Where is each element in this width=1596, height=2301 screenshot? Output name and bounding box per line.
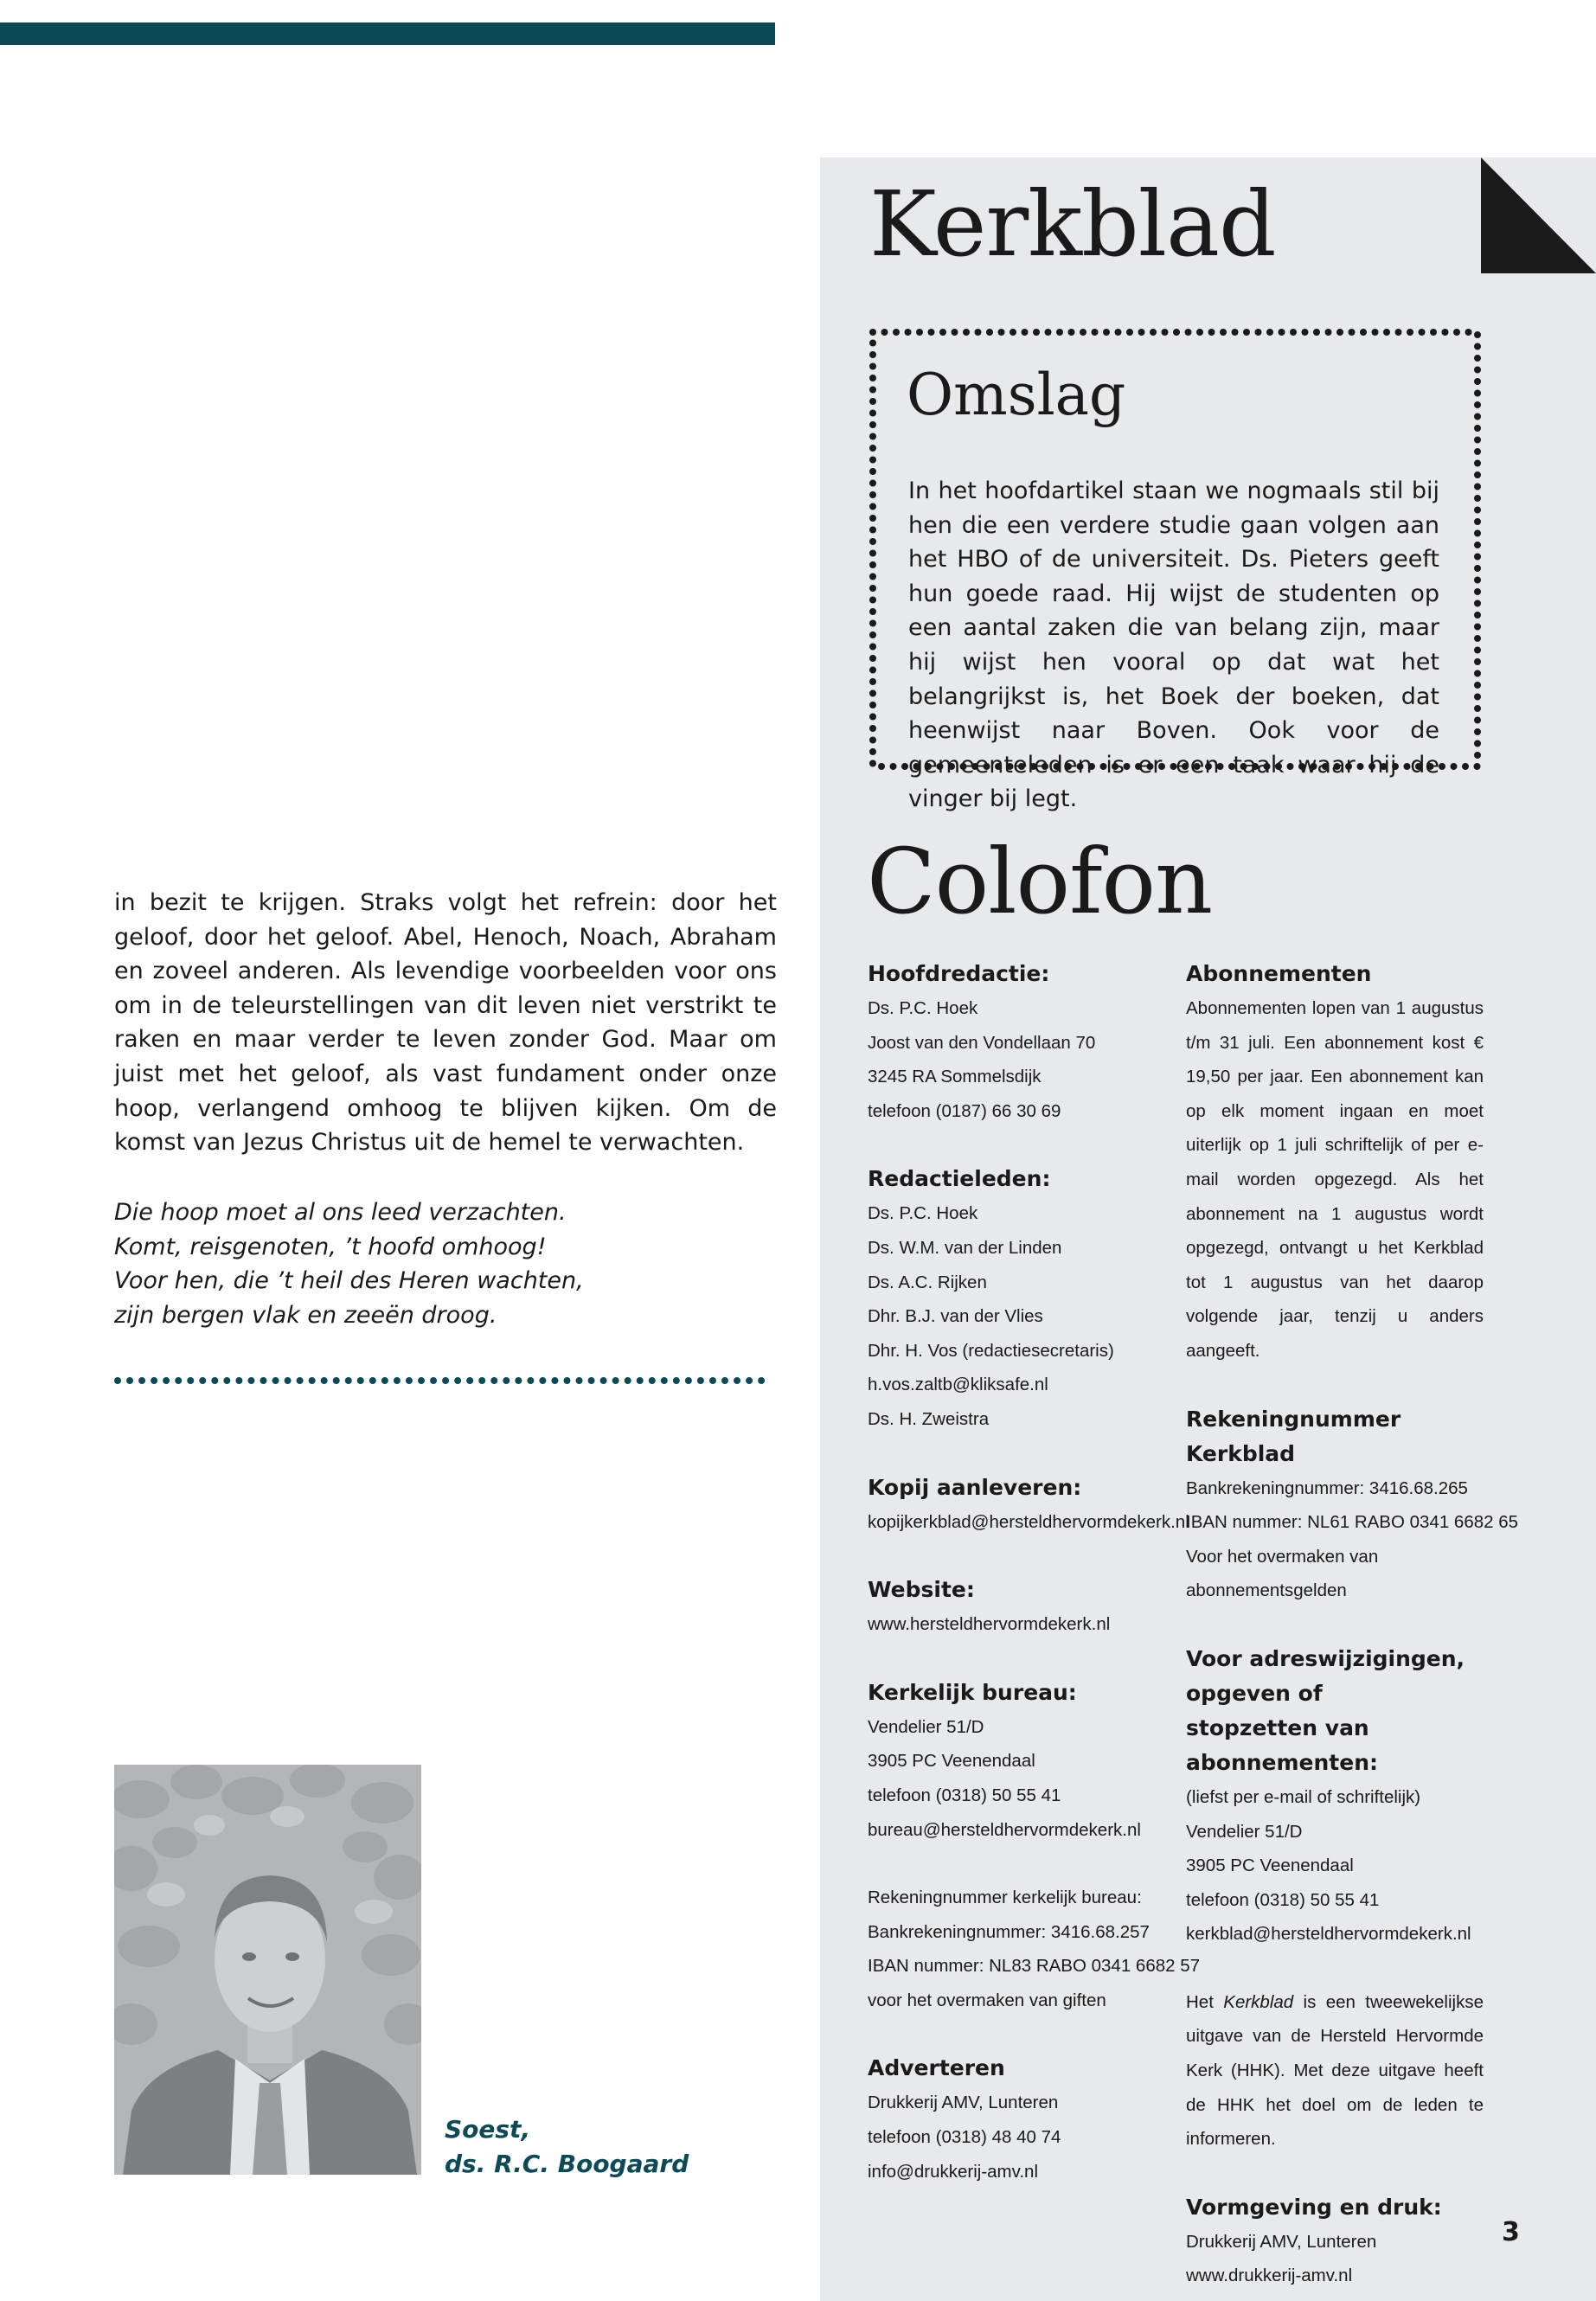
email-link[interactable]: info@drukkerij-amv.nl (868, 2161, 1039, 2182)
section-heading: Voor adreswijzigingen, (1186, 1645, 1465, 1671)
text-line: (liefst per e-mail of schriftelijk) (1186, 1786, 1421, 1807)
text-line: 3905 PC Veenendaal (868, 1751, 1035, 1772)
text-line: Ds. W.M. van der Linden (868, 1237, 1062, 1258)
text-line: Joost van den Vondellaan 70 (868, 1032, 1096, 1053)
abonnementen-text: Abonnementen lopen van 1 augustus t/m 31 juli. Een abonnement kost € 19,50 per jaar. Een abonnement kan op elk moment ingaan en moet uiterlijk op 1 juli schriftelijk of per e-mail worden opgezegd. Als het abonnement na 1 augustus wordt opgezegd, ontvangt u het Kerkblad tot 1 augustus van het daarop volgende jaar, tenzij u anders aangeeft. (1186, 998, 1484, 1361)
text-line: Vendelier 51/D (868, 1716, 984, 1737)
text-line: Ds. H. Zweistra (868, 1408, 990, 1429)
text-line: Dhr. B.J. van der Vlies (868, 1306, 1043, 1327)
section-heading: Adverteren (868, 2055, 1005, 2081)
section-heading: stopzetten van (1186, 1715, 1369, 1740)
masthead-title: Kerkblad (869, 171, 1276, 277)
text-line: telefoon (0318) 50 55 41 (1186, 1889, 1380, 1910)
dotted-separator (114, 1375, 777, 1386)
section-heading: Vormgeving en druk: (1186, 2194, 1442, 2220)
poem-line: Komt, reisgenoten, ’t hoofd omhoog! (114, 1233, 547, 1260)
omslag-title: Omslag (907, 362, 1126, 428)
email-link[interactable]: kopijkerkblad@hersteldhervormdekerk.nl (868, 1511, 1189, 1532)
section-heading: Kopij aanleveren: (868, 1474, 1082, 1500)
text-line: Dhr. H. Vos (redactiesecretaris) (868, 1340, 1114, 1361)
text-line: voor het overmaken van giften (868, 1990, 1106, 2010)
website-section (868, 1573, 1179, 1642)
text-line: 3245 RA Sommelsdijk (868, 1067, 1042, 1087)
colofon-left-column (868, 957, 1201, 2189)
text-line: telefoon (0187) 66 30 69 (868, 1100, 1061, 1121)
top-accent-bar (0, 22, 775, 45)
website-link[interactable]: www.drukkerij-amv.nl (1186, 2266, 1353, 2286)
poem-line: Voor hen, die ’t heil des Heren wachten, (114, 1267, 584, 1295)
email-link[interactable]: kerkblad@hersteldhervormdekerk.nl (1186, 1924, 1471, 1945)
text-line: Vendelier 51/D (1186, 1821, 1303, 1842)
text-line: telefoon (0318) 50 55 41 (868, 1785, 1061, 1805)
text-line: Ds. A.C. Rijken (868, 1272, 987, 1292)
email-link[interactable]: bureau@hersteldhervormdekerk.nl (868, 1819, 1141, 1840)
abonnementen-section (1186, 957, 1484, 1368)
redactieleden-section (868, 1162, 1179, 1436)
photo-caption (445, 2112, 689, 2182)
rekening-kerkblad-section (1186, 1402, 1519, 1608)
page-number: 3 (1502, 2217, 1520, 2247)
about-text (1186, 1985, 1484, 2157)
vormgeving-section (1186, 2190, 1484, 2293)
section-heading: Abonnementen (1186, 961, 1372, 986)
kopij-section (868, 1471, 1189, 1540)
caption-place: Soest, (445, 2115, 531, 2144)
text-line: 3905 PC Veenendaal (1186, 1856, 1354, 1876)
email-link[interactable]: h.vos.zaltb@kliksafe.nl (868, 1375, 1048, 1395)
text-line: Ds. P.C. Hoek (868, 1203, 978, 1224)
text-line: Voor het overmaken van (1186, 1546, 1379, 1567)
about-rest: is een tweewekelijkse uitgave van de Hersteld Hervormde Kerk (HHK). Met deze uitgave heeft de HHK het doel om de leden te informeren. (1186, 1991, 1484, 2150)
hoofdredactie-section (868, 957, 1179, 1128)
article-body: in bezit te krijgen. Straks volgt het refrein: door het geloof, door het geloof. Abel, Henoch, Noach, Abraham en zoveel anderen. Als levendige voorbeelden voor ons om in de teleurstellingen van dit leven niet verstrikt te raken en maar verder te leven zonder God. Maar om juist met het geloof, als vast fundament onder onze hoop, verlangend omhoog te blijven kijken. Om de komst van Jezus Christus uit de hemel te verwachten. (114, 889, 777, 1157)
adreswijzigingen-section (1186, 1642, 1484, 1952)
about-italic: Kerkblad (1223, 1991, 1294, 2012)
text-line: IBAN nummer: NL83 RABO 0341 6682 57 (868, 1956, 1201, 1977)
rekening-bureau-section (868, 1881, 1201, 2017)
text-line: Drukkerij AMV, Lunteren (1186, 2231, 1377, 2252)
poem (114, 1195, 584, 1332)
author-photo (114, 1765, 421, 2175)
section-heading: opgeven of (1186, 1680, 1323, 1706)
adverteren-section (868, 2051, 1179, 2189)
poem-line: Die hoop moet al ons leed verzachten. (114, 1199, 567, 1226)
section-heading: Hoofdredactie: (868, 961, 1050, 986)
text-line: Bankrekeningnummer: 3416.68.257 (868, 1921, 1150, 1942)
section-heading: abonnementen: (1186, 1749, 1378, 1775)
colofon-right-column (1186, 957, 1519, 2293)
section-heading: Rekeningnummer Kerkblad (1186, 1406, 1401, 1466)
text-line: Drukkerij AMV, Lunteren (868, 2093, 1059, 2113)
poem-line: zijn bergen vlak en zeeën droog. (114, 1301, 497, 1329)
text-line: Ds. P.C. Hoek (868, 998, 978, 1018)
omslag-text: In het hoofdartikel staan we nogmaals stil bij hen die een verdere studie gaan volgen aan het HBO of de universiteit. Ds. Pieters geeft hun goede raad. Hij wijst de studenten op een aantal zaken die van belang zijn, maar hij wijst hen vooral op dat wat het belangrijkst is, het Boek der boeken, dat heenwijst naar Boven. Ook voor de gemeenteleden is er een taak waar hij de vinger bij legt. (908, 478, 1439, 813)
website-link[interactable]: www.hersteldhervormdekerk.nl (868, 1614, 1111, 1635)
colofon-title: Colofon (867, 829, 1213, 934)
about-prefix: Het (1186, 1991, 1224, 2012)
text-line: Bankrekeningnummer: 3416.68.265 (1186, 1477, 1468, 1498)
about-section (1186, 1985, 1484, 2157)
kerkelijk-bureau-section (868, 1676, 1179, 1847)
text-line: IBAN nummer: NL61 RABO 0341 6682 65 (1186, 1512, 1519, 1533)
corner-triangle-icon (1481, 157, 1596, 273)
text-line: abonnementsgelden (1186, 1580, 1347, 1601)
section-heading: Kerkelijk bureau: (868, 1679, 1077, 1705)
text-line: Rekeningnummer kerkelijk bureau: (868, 1888, 1142, 1908)
text-line: telefoon (0318) 48 40 74 (868, 2127, 1061, 2148)
section-heading: Redactieleden: (868, 1166, 1051, 1192)
caption-author: ds. R.C. Boogaard (445, 2150, 689, 2178)
section-heading: Website: (868, 1577, 975, 1603)
